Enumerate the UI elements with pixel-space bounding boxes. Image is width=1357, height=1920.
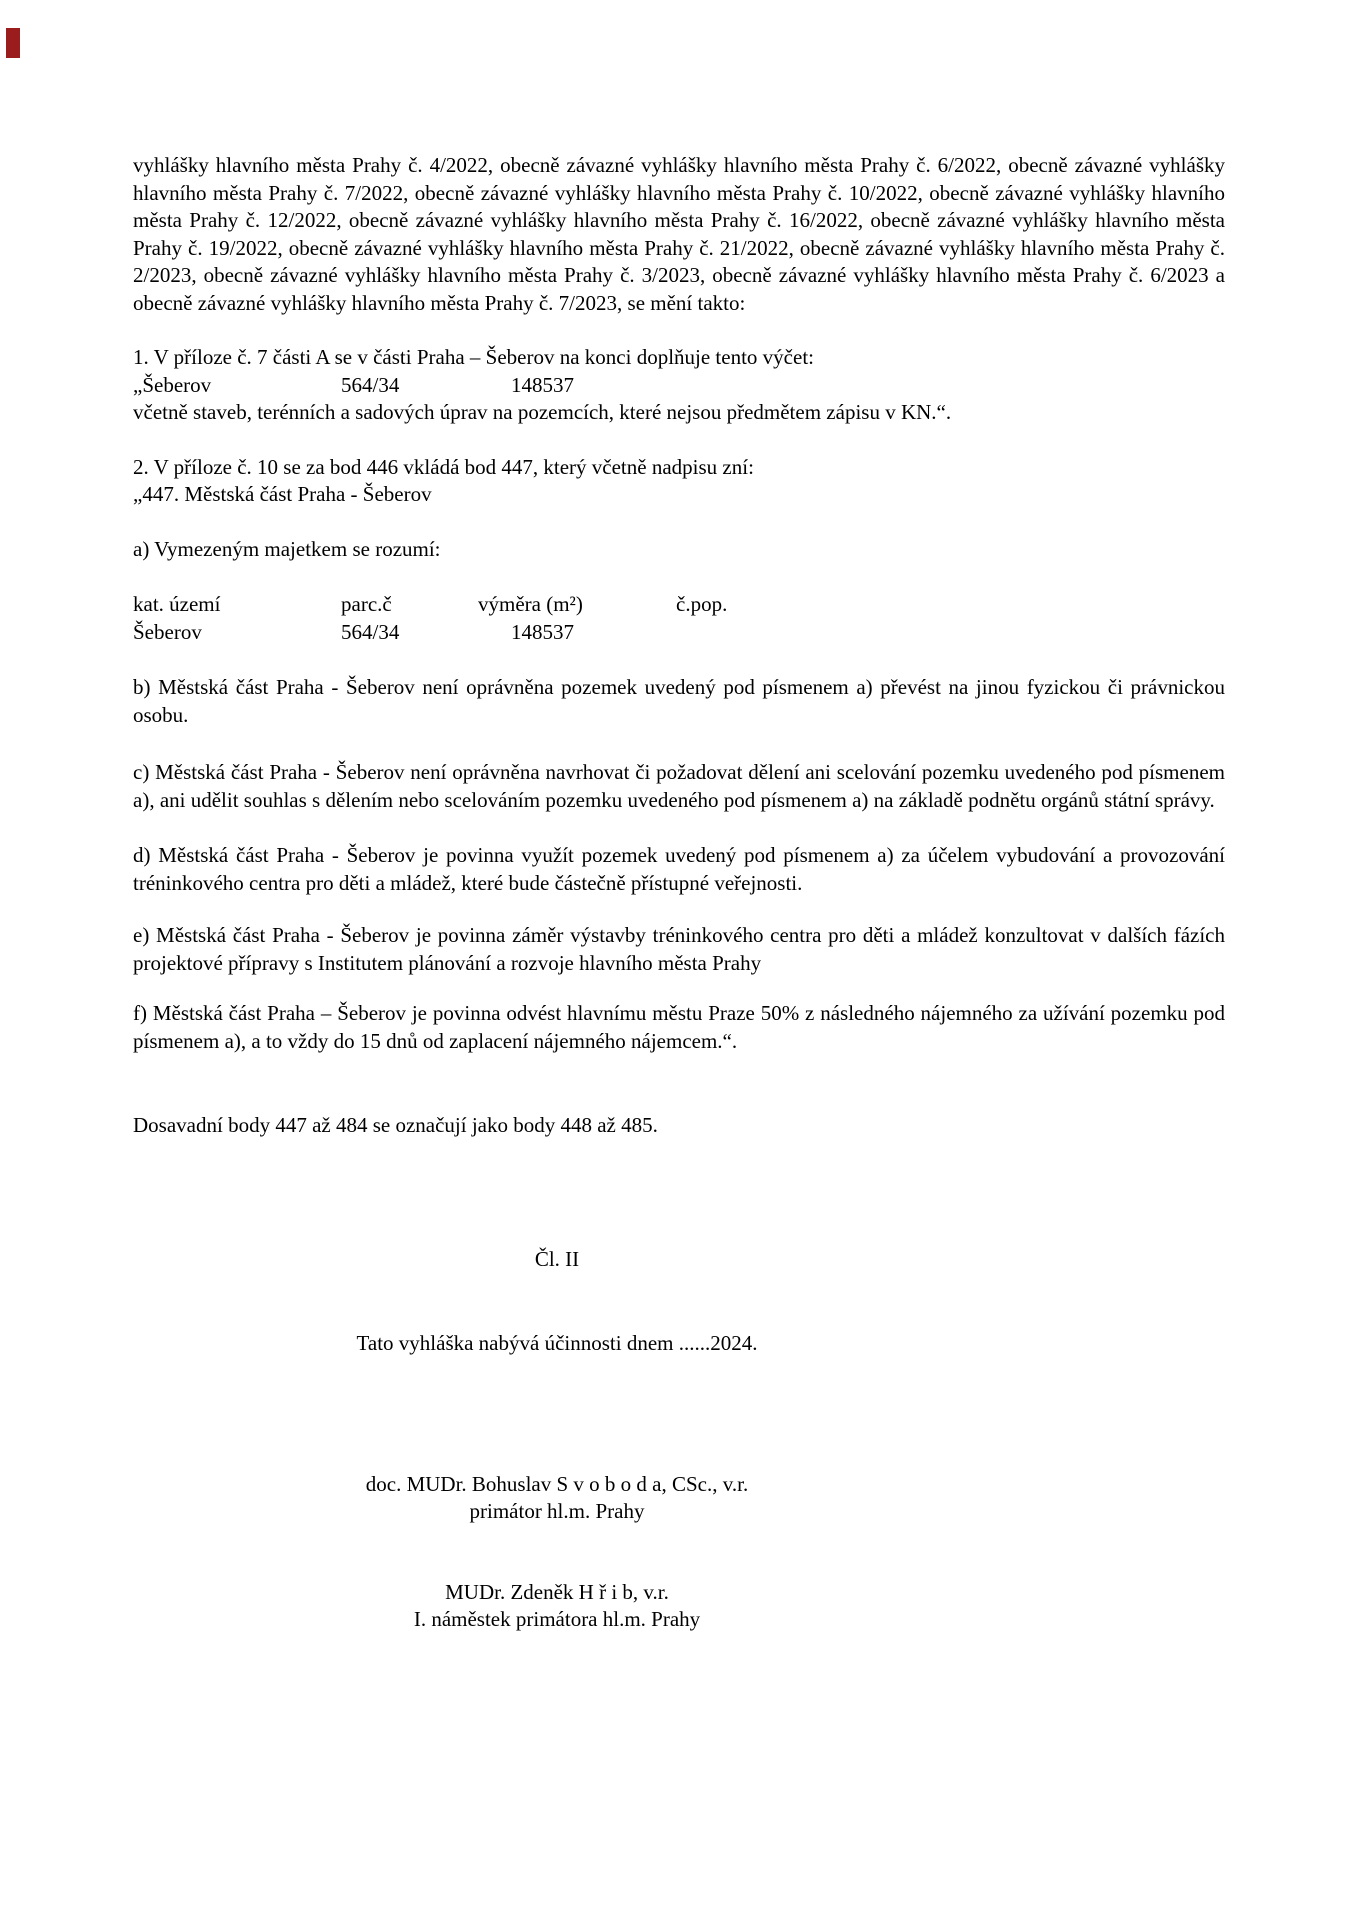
centered-block [133, 1246, 981, 1634]
point2-item-e: e) Městská část Praha - Šeberov je povinna záměr výstavby tréninkového centra pro děti a mládež konzultovat v dalších fázích projektové přípravy s Institutem plánování a rozvoje hlavního města Prahy [133, 923, 1225, 975]
point1-note: včetně staveb, terénních a sadových úprav na pozemcích, které nejsou předmětem zápisu v KN.“. [133, 400, 952, 424]
property-table-header-row [133, 591, 1225, 619]
point2-item-f: f) Městská část Praha – Šeberov je povinna odvést hlavnímu městu Praze 50% z následného nájemného za užívání pozemku pod písmenem a), a to vždy do 15 dnů od zaplacení nájemného nájemcem.“. [133, 1001, 1225, 1053]
header-kat-uzemi: kat. území [133, 592, 221, 616]
point1-heading: 1. V příloze č. 7 části A se v části Praha – Šeberov na konci doplňuje tento výčet: [133, 345, 814, 369]
document-content [133, 152, 1225, 1634]
property-table-data-row [133, 619, 1225, 647]
intro-paragraph: vyhlášky hlavního města Prahy č. 4/2022, obecně závazné vyhlášky hlavního města Prahy č. 6/2022, obecně závazné vyhlášky hlavního města Prahy č. 7/2022, obecně závazné vyhlášky hlavního města Prahy č. 10/2022, obecně závazné vyhlášky hlavního města Prahy č. 12/2022, obecně závazné vyhlášky hlavního města Prahy č. 16/2022, obecně závazné vyhlášky hlavního města Prahy č. 19/2022, obecně závazné vyhlášky hlavního města Prahy č. 21/2022, obecně závazné vyhlášky hlavního města Prahy č. 2/2023, obecně závazné vyhlášky hlavního města Prahy č. 3/2023, obecně závazné vyhlášky hlavního města Prahy č. 6/2023 a obecně závazné vyhlášky hlavního města Prahy č. 7/2023, se mění takto: [133, 153, 1225, 315]
cell-vymera: 148537 [511, 619, 574, 644]
signature-name: doc. MUDr. Bohuslav S v o b o d a, CSc., v.r. [365, 1471, 749, 1496]
signature-block-primator [133, 1471, 981, 1526]
point1-row-kat-uzemi: „Šeberov [133, 372, 212, 397]
signature-name: MUDr. Zdeněk H ř i b, v.r. [445, 1579, 669, 1604]
property-table [133, 591, 1225, 646]
point1-row-vymera: 148537 [511, 372, 574, 397]
point2-subheading: „447. Městská část Praha - Šeberov [133, 482, 432, 506]
header-vymera: výměra (m²) [478, 592, 583, 616]
point1-row-parc-c: 564/34 [341, 372, 400, 397]
point2-item-b: b) Městská část Praha - Šeberov není oprávněna pozemek uvedený pod písmenem a) převést na jinou fyzickou či právnickou osobu. [133, 675, 1225, 727]
article2-heading: Čl. II [534, 1246, 580, 1271]
cell-parc-c: 564/34 [341, 619, 400, 644]
point2-item-c: c) Městská část Praha - Šeberov není oprávněna navrhovat či požadovat dělení ani scelování pozemku uvedeného pod písmenem a), ani udělit souhlas s dělením nebo scelováním pozemku uvedeného pod písmenem a) na základě podnětu orgánů státní správy. [133, 760, 1225, 812]
effective-clause: Tato vyhláška nabývá účinnosti dnem ......2024. [356, 1331, 758, 1355]
point2-heading: 2. V příloze č. 10 se za bod 446 vkládá bod 447, který včetně nadpisu zní: [133, 454, 754, 479]
signature-title: I. náměstek primátora hl.m. Prahy [413, 1607, 701, 1631]
point1-listing-row [133, 372, 1225, 400]
renumber-note: Dosavadní body 447 až 484 se označují jako body 448 až 485. [133, 1113, 658, 1137]
signature-title: primátor hl.m. Prahy [469, 1499, 645, 1523]
header-parc-c: parc.č [341, 592, 392, 616]
signature-block-namestek [133, 1579, 981, 1634]
header-c-pop: č.pop. [676, 592, 728, 616]
corner-mark [6, 28, 20, 58]
point2-item-a: a) Vymezeným majetkem se rozumí: [133, 536, 441, 561]
cell-kat-uzemi: Šeberov [133, 619, 202, 644]
point2-item-d: d) Městská část Praha - Šeberov je povinna využít pozemek uvedený pod písmenem a) za účelem vybudování a provozování tréninkového centra pro děti a mládež, které bude částečně přístupné veřejnosti. [133, 843, 1225, 895]
